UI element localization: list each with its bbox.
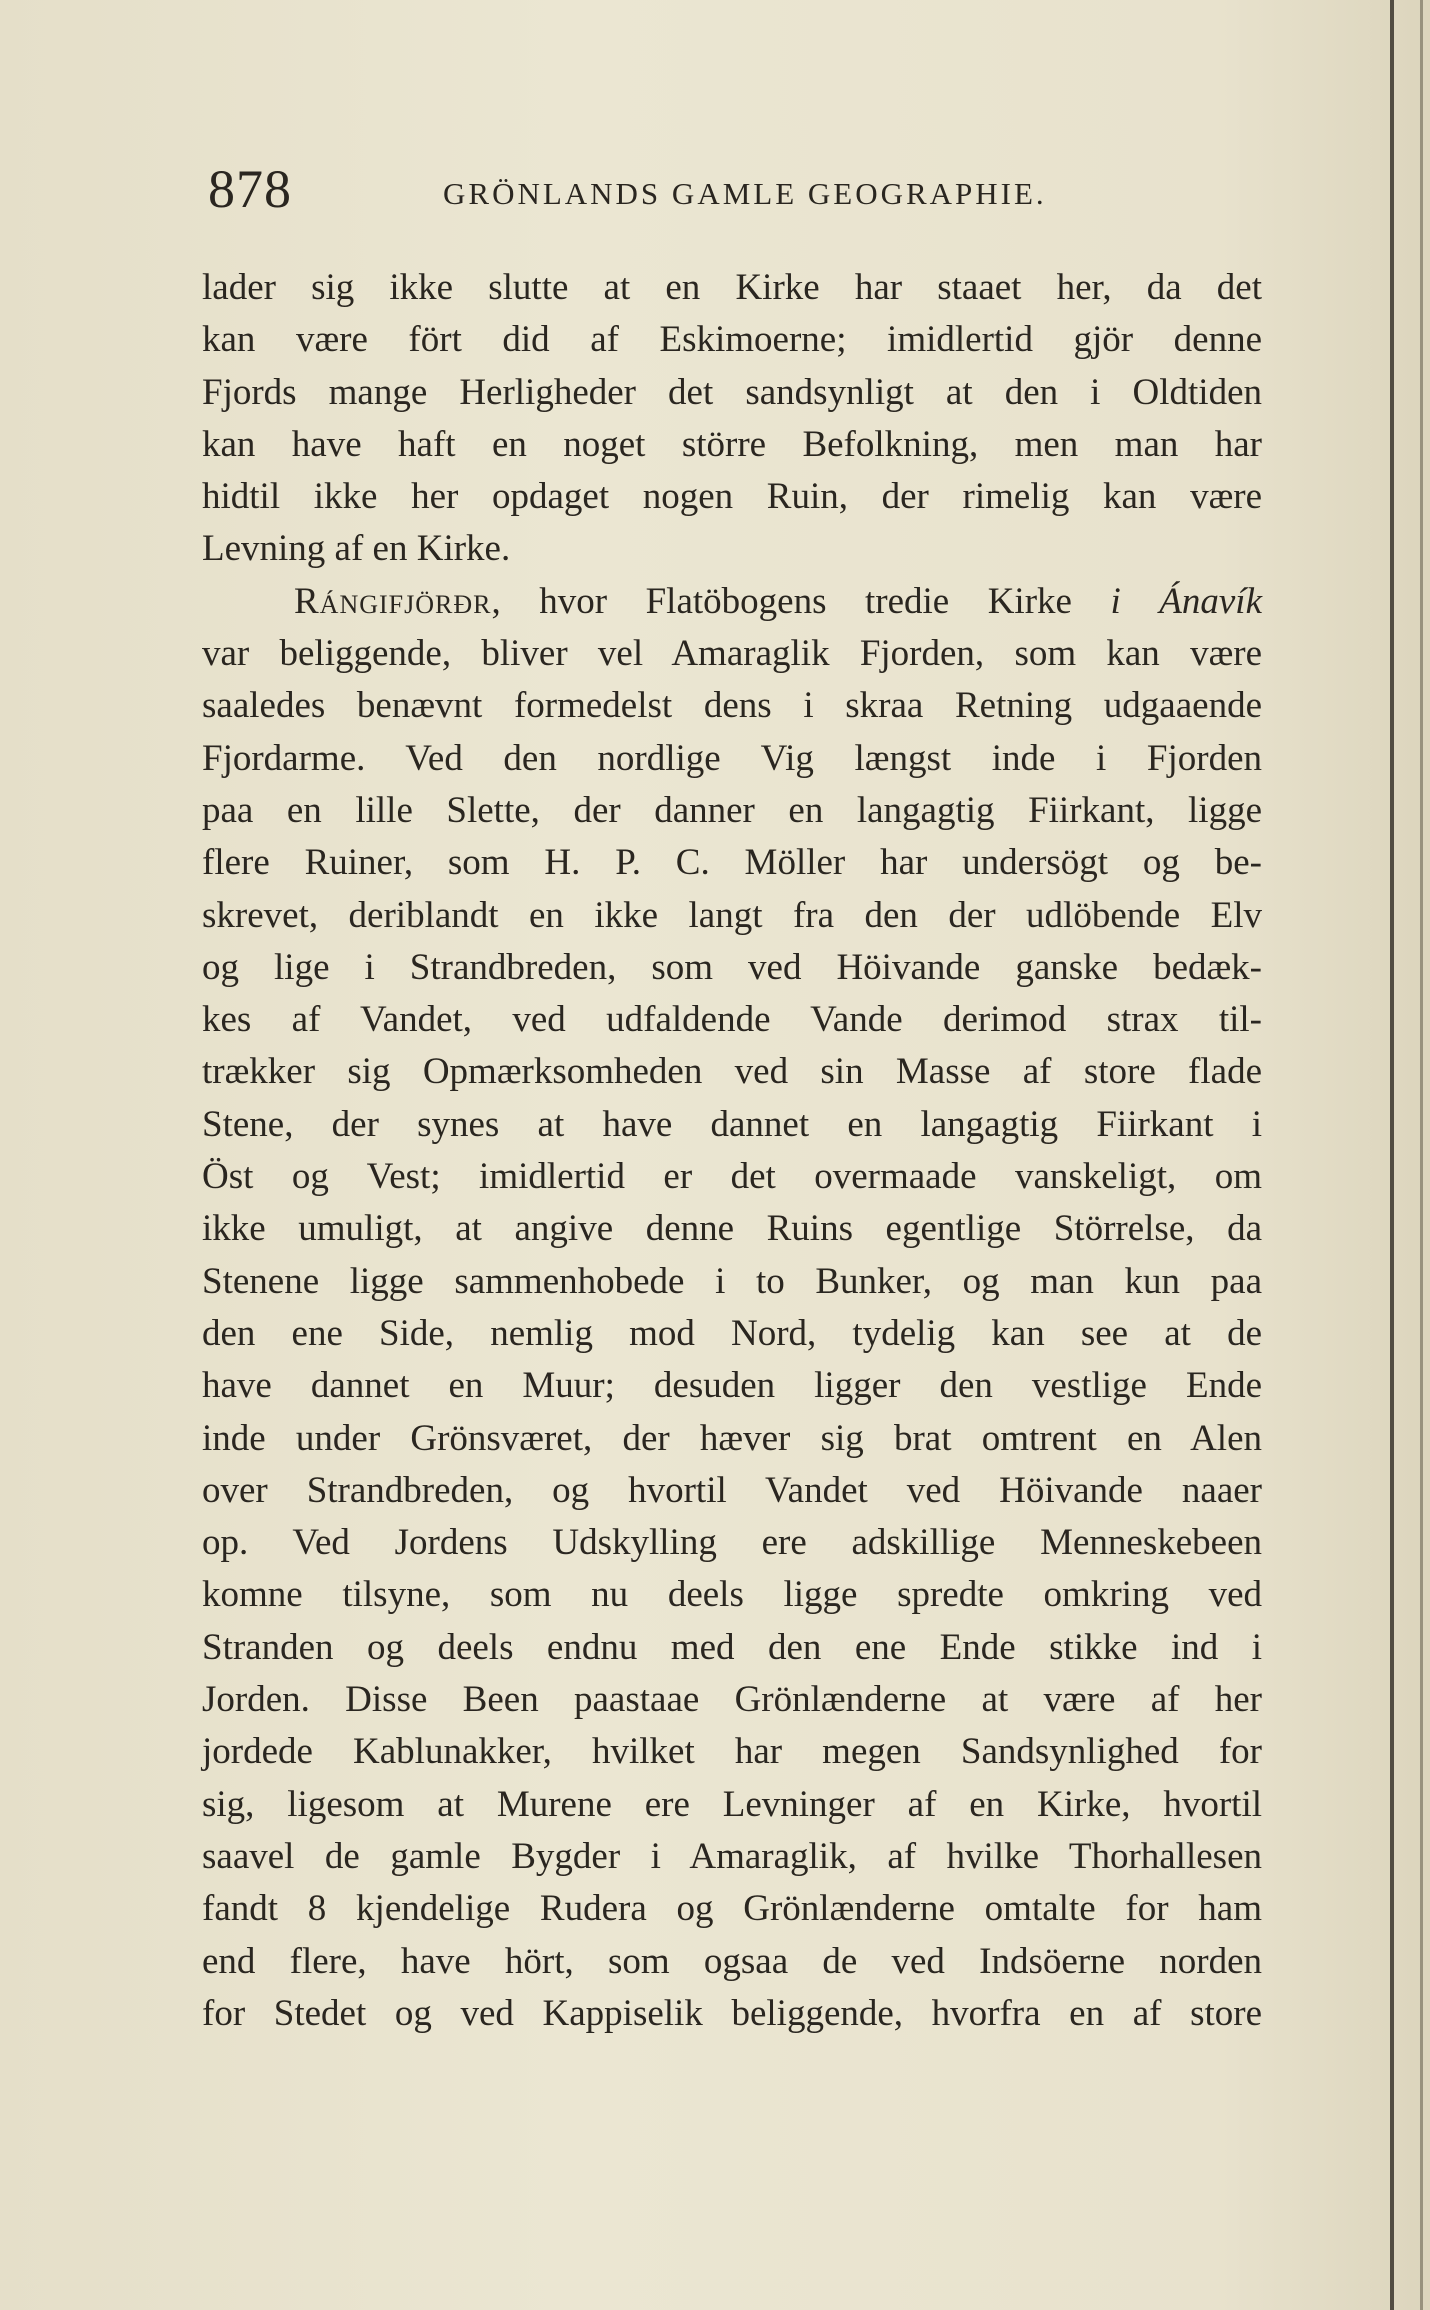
- italic-text-run: i Ánavík: [1110, 580, 1263, 622]
- place-name-heading: Rángifjörðr: [294, 580, 492, 622]
- running-title: GRÖNLANDS GAMLE GEOGRAPHIE.: [443, 176, 1047, 211]
- paragraph-2: [202, 576, 1262, 2040]
- text-line: kes af Vandet, ved udfaldende Vande derimod strax til-: [202, 999, 1262, 1041]
- text-line: kan være fört did af Eskimoerne; imidlertid gjör denne: [202, 319, 1262, 361]
- text-line: saavel de gamle Bygder i Amaraglik, af hvilke Thorhallesen: [202, 1835, 1262, 1877]
- text-line: Fjords mange Herligheder det sandsynligt at den i Oldtiden: [202, 371, 1262, 413]
- text-line: Stranden og deels endnu med den ene Ende stikke ind i: [202, 1626, 1262, 1668]
- text-line: inde under Grönsværet, der hæver sig brat omtrent en Alen: [202, 1417, 1262, 1459]
- text-line: Öst og Vest; imidlertid er det overmaade vanskeligt, om: [202, 1156, 1262, 1198]
- text-line: have dannet en Muur; desuden ligger den vestlige Ende: [202, 1365, 1262, 1407]
- text-line: Levning af en Kirke.: [202, 528, 511, 570]
- page-edge-shadow: [1390, 0, 1394, 2310]
- text-line: Jorden. Disse Been paastaae Grönlænderne at være af her: [202, 1679, 1262, 1721]
- text-line: fandt 8 kjendelige Rudera og Grönlænderne omtalte for ham: [202, 1888, 1262, 1930]
- page-header: [208, 158, 1268, 228]
- text-line: end flere, have hört, som ogsaa de ved Indsöerne norden: [202, 1940, 1262, 1982]
- paragraph-first-line: [202, 576, 1262, 628]
- text-line: sig, ligesom at Murene ere Levninger af en Kirke, hvortil: [202, 1783, 1262, 1825]
- paragraph-1: [202, 262, 1262, 576]
- text-line: trækker sig Opmærksomheden ved sin Masse af store flade: [202, 1051, 1262, 1093]
- text-line: Fjordarme. Ved den nordlige Vig længst inde i Fjorden: [202, 737, 1262, 779]
- page-number: 878: [208, 159, 292, 219]
- text-line: var beliggende, bliver vel Amaraglik Fjorden, som kan være: [202, 633, 1262, 675]
- text-line: for Stedet og ved Kappiselik beliggende, hvorfra en af store: [202, 1992, 1262, 2034]
- page-edge-line: [1420, 0, 1423, 2310]
- text-line: og lige i Strandbreden, som ved Höivande ganske bedæk-: [202, 946, 1262, 988]
- text-line: komne tilsyne, som nu deels ligge spredte omkring ved: [202, 1574, 1262, 1616]
- text-run: , hvor Flatöbogens tredie Kirke: [491, 580, 1111, 622]
- text-line: Stenene ligge sammenhobede i to Bunker, og man kun paa: [202, 1260, 1262, 1302]
- text-line: over Strandbreden, og hvortil Vandet ved Höivande naaer: [202, 1469, 1262, 1511]
- text-line: paa en lille Slette, der danner en langagtig Fiirkant, ligge: [202, 789, 1262, 831]
- text-line: op. Ved Jordens Udskylling ere adskillige Menneskebeen: [202, 1522, 1262, 1564]
- text-line: flere Ruiner, som H. P. C. Möller har undersögt og be-: [202, 842, 1262, 884]
- body-text: [202, 262, 1262, 2040]
- text-line: lader sig ikke slutte at en Kirke har staaet her, da det: [202, 267, 1262, 308]
- text-line: hidtil ikke her opdaget nogen Ruin, der rimelig kan være: [202, 476, 1262, 518]
- text-line: Stene, der synes at have dannet en langagtig Fiirkant i: [202, 1103, 1262, 1145]
- text-line: kan have haft en noget större Befolkning, men man har: [202, 423, 1262, 465]
- text-line: jordede Kablunakker, hvilket har megen Sandsynlighed for: [202, 1731, 1262, 1773]
- text-line: saaledes benævnt formedelst dens i skraa Retning udgaaende: [202, 685, 1262, 727]
- text-line: ikke umuligt, at angive denne Ruins egentlige Störrelse, da: [202, 1208, 1262, 1250]
- text-line: den ene Side, nemlig mod Nord, tydelig kan see at de: [202, 1312, 1262, 1354]
- text-line: skrevet, deriblandt en ikke langt fra den der udlöbende Elv: [202, 894, 1262, 936]
